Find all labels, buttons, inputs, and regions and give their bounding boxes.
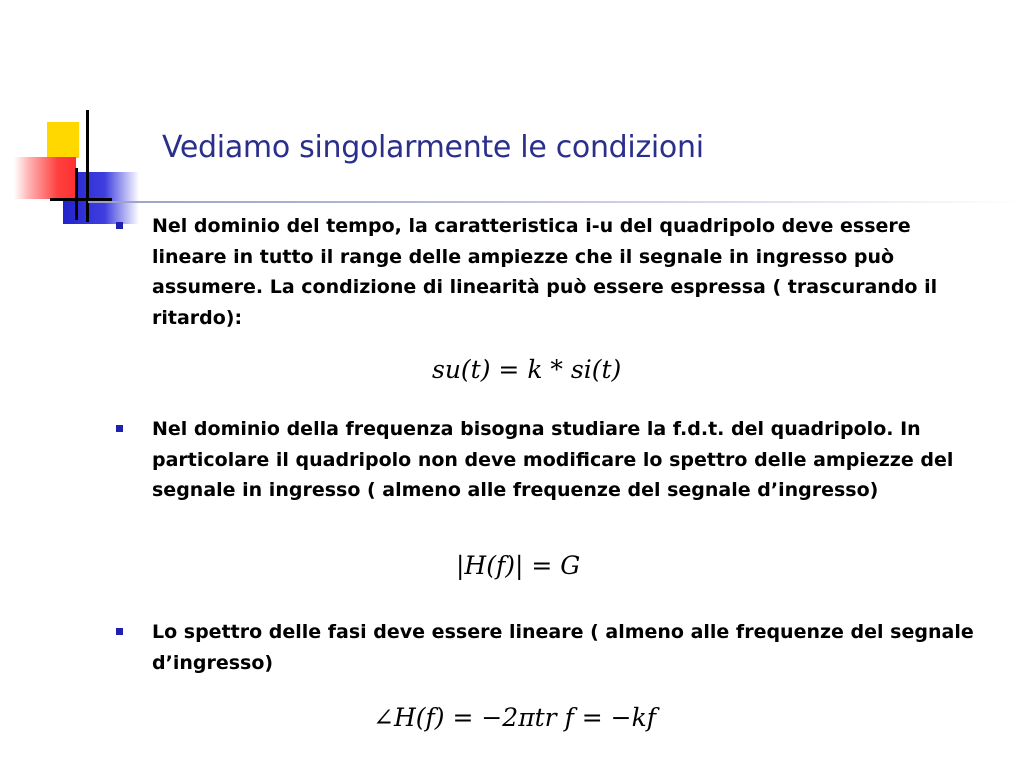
bullet-text: Lo spettro delle fasi deve essere lineare ( almeno alle frequenze del segnale d’ingresso) <box>152 621 974 674</box>
bullet-frequency-domain <box>152 414 982 506</box>
bullet-time-domain <box>152 211 982 333</box>
formula-phase: ∠H(f) = −2πtr f = −kf <box>373 703 657 732</box>
square-bullet-icon <box>116 222 123 229</box>
decor-red-square <box>14 157 76 199</box>
decor-vertical-line <box>86 110 89 222</box>
decor-vertical-line-short <box>75 168 78 220</box>
bullet-phase-spectrum <box>152 617 982 678</box>
slide-title: Vediamo singolarmente le condizioni <box>162 130 704 165</box>
title-underline <box>88 201 1024 203</box>
bullet-text: Nel dominio del tempo, la caratteristica i-u del quadripolo deve essere lineare in tutto il range delle ampiezze che il segnale in ingresso può assumere. La condizione di linearità può essere espressa ( trascurando il ritardo): <box>152 215 938 329</box>
formula-amplitude: |H(f)| = G <box>456 551 581 580</box>
bullet-text: Nel dominio della frequenza bisogna studiare la f.d.t. del quadripolo. In particolare il quadripolo non deve modificare lo spettro delle ampiezze del segnale in ingresso ( almeno alle frequenze del segnale d’ingresso) <box>152 418 954 501</box>
decor-yellow-square <box>47 122 79 158</box>
square-bullet-icon <box>116 425 123 432</box>
square-bullet-icon <box>116 628 123 635</box>
formula-linearity: su(t) = k * si(t) <box>432 355 622 384</box>
